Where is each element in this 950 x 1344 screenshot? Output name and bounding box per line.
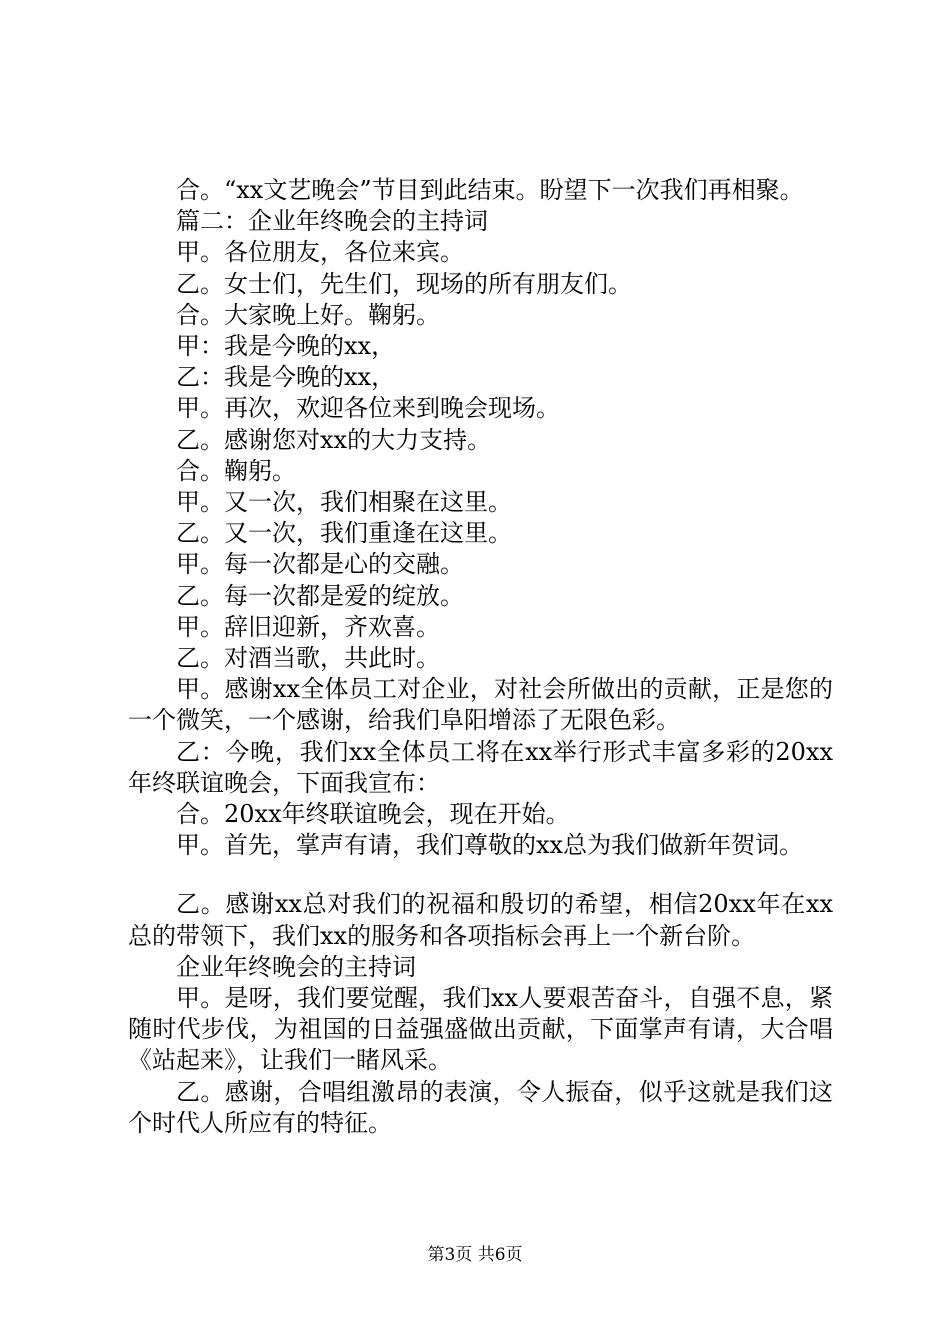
paragraph: 甲。感谢xx全体员工对企业，对社会所做出的贡献，正是您的一个微笑，一个感谢，给我们阜阳增添了无限色彩。	[128, 675, 833, 735]
paragraph: 合。鞠躬。	[176, 456, 296, 485]
paragraph: 乙。每一次都是爱的绽放。	[176, 581, 464, 610]
paragraph: 甲。再次，欢迎各位来到晚会现场。	[176, 394, 560, 423]
blank-line	[128, 861, 833, 889]
paragraph: 乙。感谢，合唱组激昂的表演，令人振奋，似乎这就是我们这个时代人所应有的特征。	[128, 1077, 833, 1137]
paragraph: 合。20xx年终联谊晚会，现在开始。	[176, 800, 570, 829]
paragraph: 甲。首先，掌声有请，我们尊敬的xx总为我们做新年贺词。	[176, 831, 804, 860]
paragraph: 乙。又一次，我们重逢在这里。	[176, 519, 512, 548]
paragraph: 乙。感谢xx总对我们的祝福和殷切的希望，相信20xx年在xx总的带领下，我们xx的服务和各项指标会再上一个新台阶。	[128, 890, 833, 950]
section-heading: 篇二：企业年终晚会的主持词	[176, 207, 488, 236]
paragraph: 甲：我是今晚的xx，	[176, 332, 396, 361]
paragraph: 甲。又一次，我们相聚在这里。	[176, 488, 512, 517]
paragraph: 合。大家晚上好。鞠躬。	[176, 300, 440, 329]
document-body	[128, 175, 833, 1139]
paragraph: 甲。辞旧迎新，齐欢喜。	[176, 612, 440, 641]
paragraph: 乙：我是今晚的xx，	[176, 363, 396, 392]
paragraph: 乙。对酒当歌，共此时。	[176, 644, 440, 673]
paragraph: 合。“xx文艺晚会”节目到此结束。盼望下一次我们再相聚。	[176, 176, 804, 204]
page-footer: 第3页 共6页	[427, 1245, 523, 1265]
paragraph: 甲。是呀，我们要觉醒，我们xx人要艰苦奋斗，自强不息，紧随时代步伐，为祖国的日益强盛做出贡献，下面掌声有请，大合唱《站起来》，让我们一睹风采。	[128, 984, 833, 1075]
paragraph: 乙。感谢您对xx的大力支持。	[176, 425, 492, 454]
paragraph: 乙。女士们，先生们，现场的所有朋友们。	[176, 269, 632, 298]
paragraph: 甲。每一次都是心的交融。	[176, 550, 464, 579]
paragraph: 甲。各位朋友，各位来宾。	[176, 238, 464, 267]
section-heading: 企业年终晚会的主持词	[176, 952, 416, 981]
paragraph: 乙：今晚，我们xx全体员工将在xx举行形式丰富多彩的20xx年终联谊晚会，下面我宣布：	[128, 737, 833, 797]
